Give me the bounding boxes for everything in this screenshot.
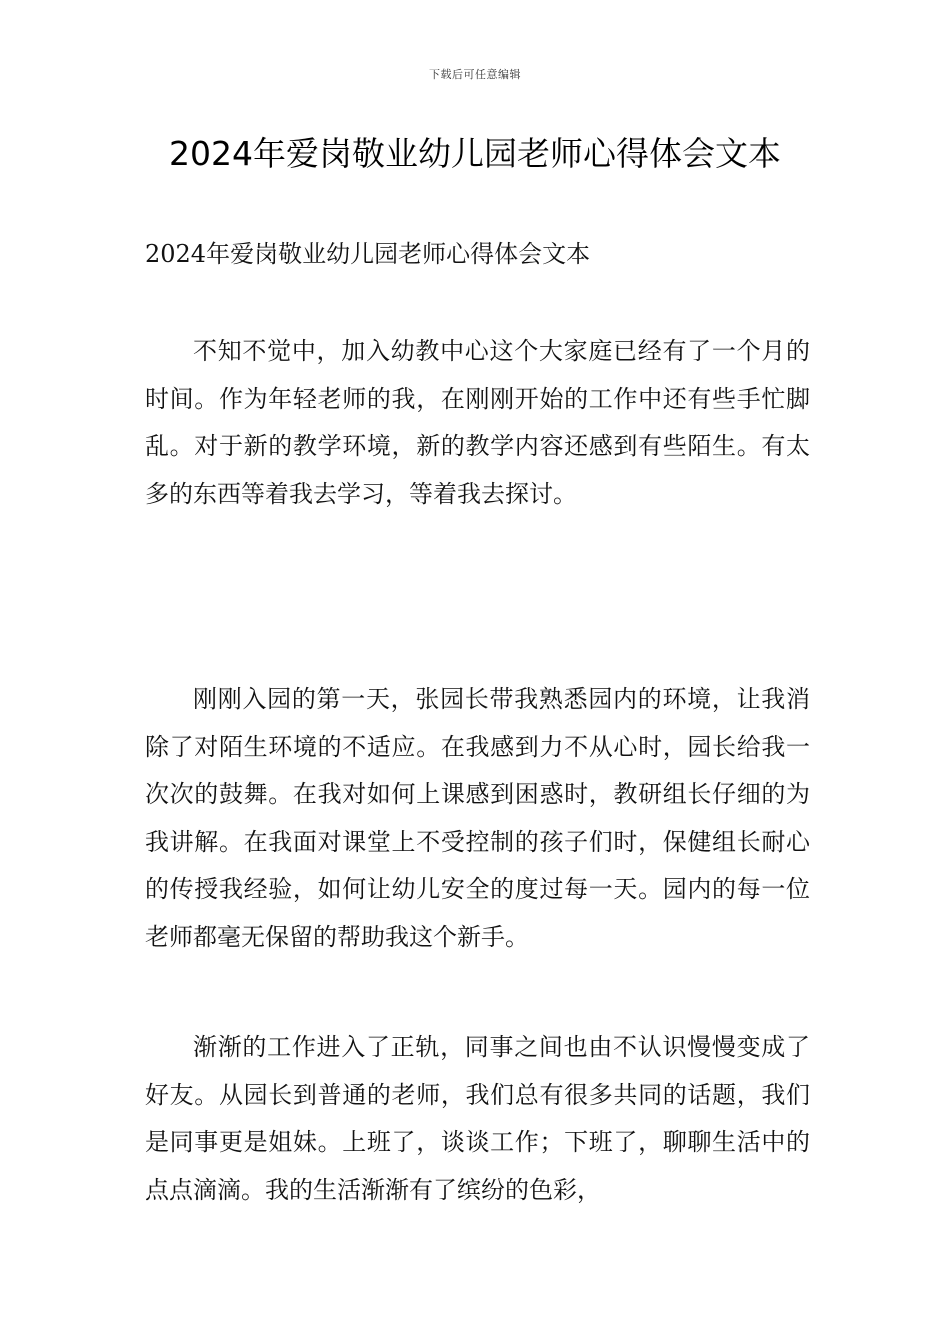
body-paragraph-2: 刚刚入园的第一天，张园长带我熟悉园内的环境，让我消除了对陌生环境的不适应。在我感到力不从心时，园长给我一次次的鼓舞。在我对如何上课感到困惑时，教研组长仔细的为我讲解。在我面对课堂上不受控制的孩子们时，保健组长耐心的传授我经验，如何让幼儿安全的度过每一天。园内的每一位老师都毫无保留的帮助我这个新手。 xyxy=(145,685,810,951)
document-title: 2024年爱岗敬业幼儿园老师心得体会文本 xyxy=(169,134,781,173)
body-paragraph-1: 不知不觉中，加入幼教中心这个大家庭已经有了一个月的时间。作为年轻老师的我，在刚刚开始的工作中还有些手忙脚乱。对于新的教学环境，新的教学内容还感到有些陌生。有太多的东西等着我去学习，等着我去探讨。 xyxy=(145,337,810,508)
body-paragraph-3: 渐渐的工作进入了正轨，同事之间也由不认识慢慢变成了好友。从园长到普通的老师，我们总有很多共同的话题，我们是同事更是姐妹。上班了，谈谈工作；下班了，聊聊生活中的点点滴滴。我的生活渐渐有了缤纷的色彩， xyxy=(145,1033,810,1204)
document-subtitle: 2024年爱岗敬业幼儿园老师心得体会文本 xyxy=(145,240,591,268)
header-note: 下载后可任意编辑 xyxy=(429,68,521,81)
